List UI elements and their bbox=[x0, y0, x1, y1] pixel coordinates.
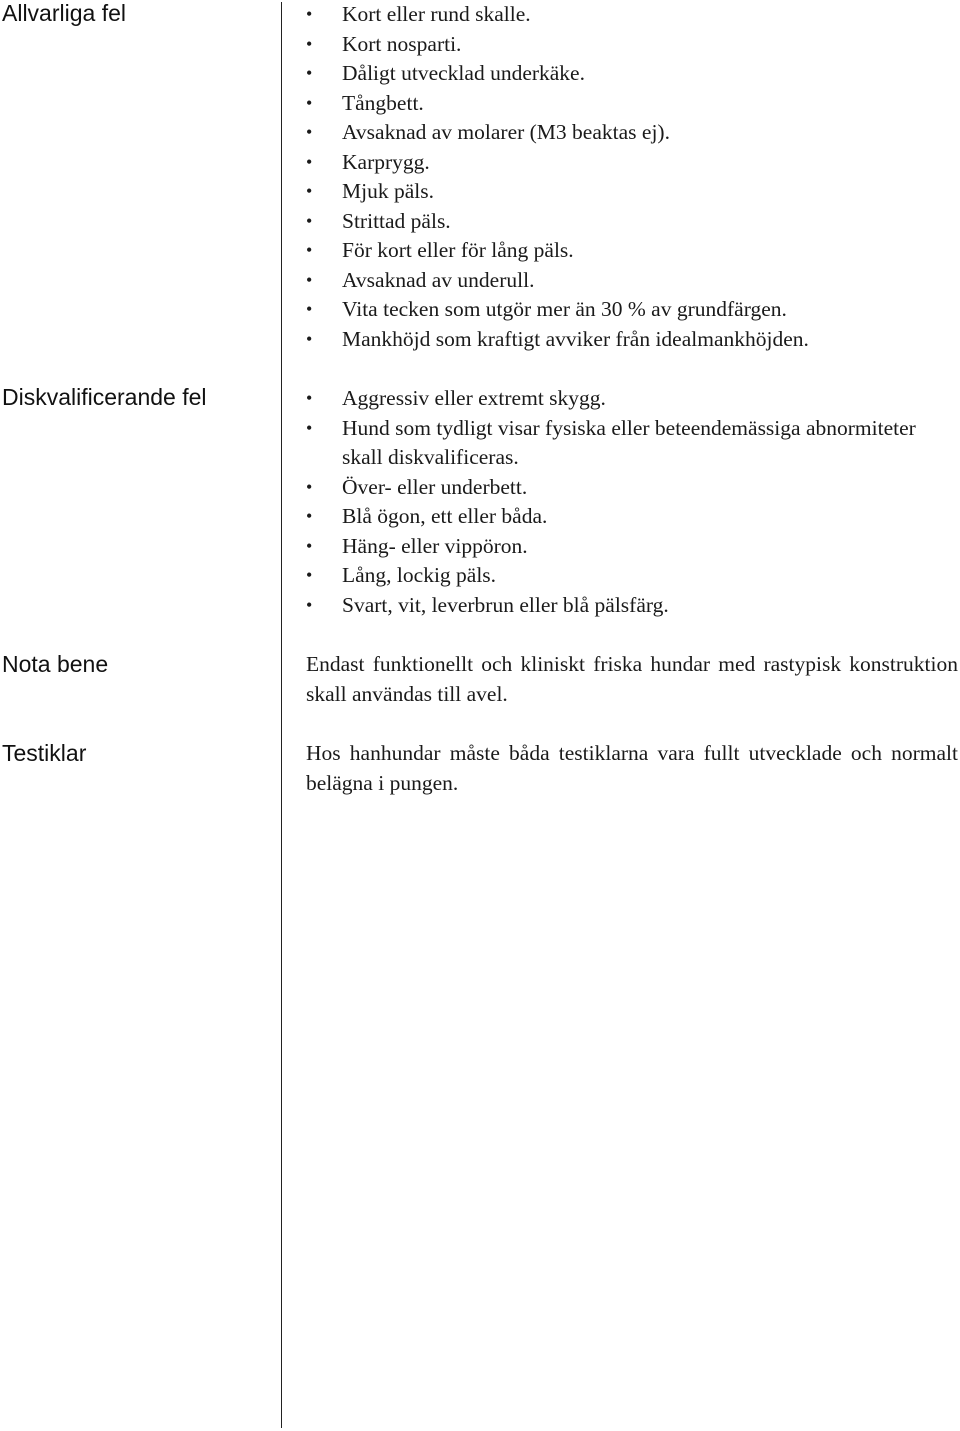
list-item: • Vita tecken som utgör mer än 30 % av grundfärgen. bbox=[306, 295, 958, 325]
bullet-list bbox=[306, 0, 958, 354]
section-label: Nota bene bbox=[2, 651, 109, 677]
list-item: • Karprygg. bbox=[306, 148, 958, 178]
list-item: • Svart, vit, leverbrun eller blå pälsfärg. bbox=[306, 591, 958, 621]
list-item: • Strittad päls. bbox=[306, 207, 958, 237]
list-item: • Mjuk päls. bbox=[306, 177, 958, 207]
paragraph: Endast funktionellt och kliniskt friska hundar med rastypisk konstruktion skall användas till avel. bbox=[306, 652, 958, 706]
section-label: Testiklar bbox=[2, 740, 87, 766]
section-label: Diskvalificerande fel bbox=[2, 384, 207, 410]
list-item: • Lång, lockig päls. bbox=[306, 561, 958, 591]
list-item: • Dåligt utvecklad underkäke. bbox=[306, 59, 958, 89]
list-item: • Avsaknad av molarer (M3 beaktas ej). bbox=[306, 118, 958, 148]
section-label: Allvarliga fel bbox=[2, 0, 126, 26]
list-item: • Blå ögon, ett eller båda. bbox=[306, 502, 958, 532]
list-item: • Kort eller rund skalle. bbox=[306, 0, 958, 30]
paragraph: Hos hanhundar måste båda testiklarna vara fullt utvecklade och normalt belägna i pungen. bbox=[306, 741, 958, 795]
list-item: • Häng- eller vippöron. bbox=[306, 532, 958, 562]
list-item: • För kort eller för lång päls. bbox=[306, 236, 958, 266]
list-item: • Tångbett. bbox=[306, 89, 958, 119]
section-content bbox=[306, 384, 958, 620]
section-content bbox=[306, 739, 958, 798]
list-item: • Mankhöjd som kraftigt avviker från idealmankhöjden. bbox=[306, 325, 958, 355]
list-item: • Kort nosparti. bbox=[306, 30, 958, 60]
list-item: • Avsaknad av underull. bbox=[306, 266, 958, 296]
section-content bbox=[306, 0, 958, 354]
list-item: • Över- eller underbett. bbox=[306, 473, 958, 503]
list-item: • Aggressiv eller extremt skygg. bbox=[306, 384, 958, 414]
section-content bbox=[306, 650, 958, 709]
list-item: • Hund som tydligt visar fysiska eller beteendemässiga abnormiteter skall diskvalificeras. bbox=[306, 414, 958, 473]
column-divider bbox=[281, 2, 282, 1428]
bullet-list bbox=[306, 384, 958, 620]
